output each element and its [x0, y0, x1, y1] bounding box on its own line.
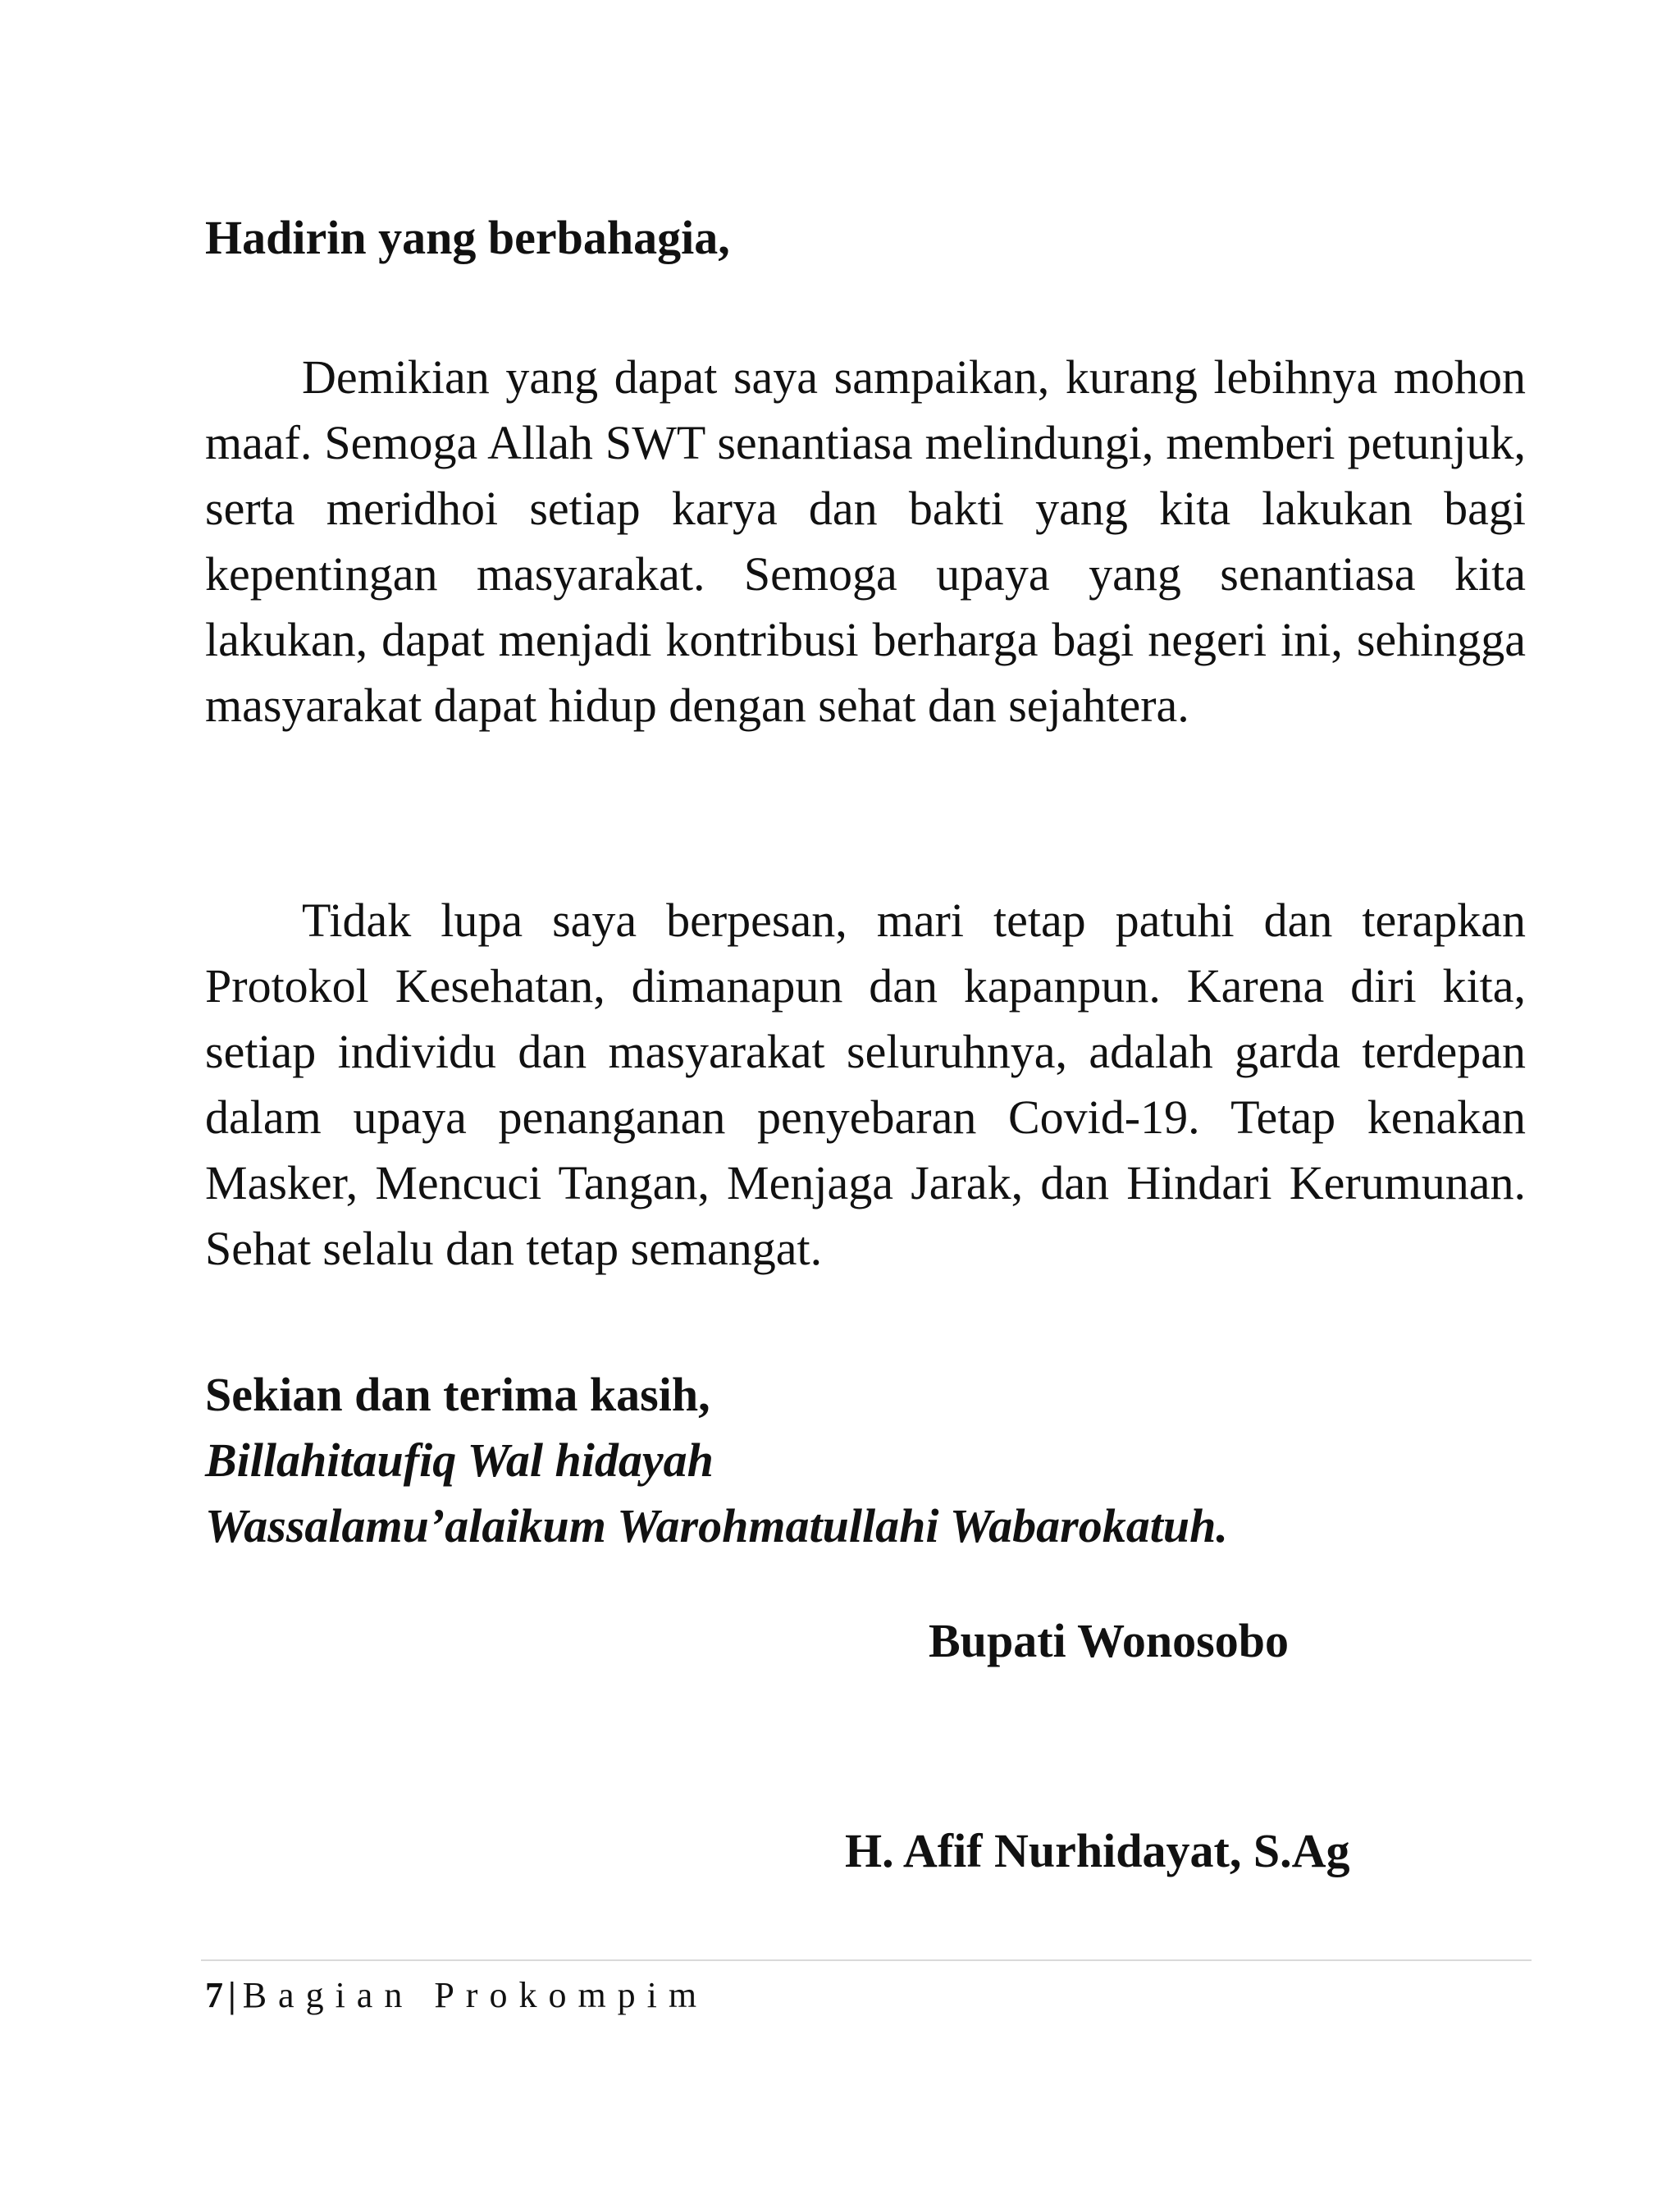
- signature-name: H. Afif Nurhidayat, S.Ag: [845, 1824, 1350, 1877]
- footer-section-label: Bagian Prokompim: [242, 1975, 709, 2015]
- page-number: 7: [205, 1975, 223, 2015]
- closing-thanks: Sekian dan terima kasih,: [205, 1368, 710, 1421]
- footer-separator: |: [228, 1975, 236, 2015]
- closing-prayer: Billahitaufiq Wal hidayah: [205, 1433, 714, 1487]
- body-paragraph-closing-remarks: Demikian yang dapat saya sampaikan, kurang lebihnya mohon maaf. Semoga Allah SWT senantiasa melindungi, memberi petunjuk, serta meridhoi setiap karya dan bakti yang kita lakukan bagi kepentingan masyarakat. Semoga upaya yang senantiasa kita lakukan, dapat menjadi kontribusi berharga bagi negeri ini, sehingga masyarakat dapat hidup dengan sehat dan sejahtera.: [205, 350, 1526, 732]
- closing-block: [205, 1362, 1526, 1559]
- salutation-heading: Hadirin yang berbahagia,: [205, 211, 730, 264]
- page-footer: [205, 1971, 708, 2020]
- closing-greeting: Wassalamu’alaikum Warohmatullahi Wabarokatuh.: [205, 1499, 1228, 1552]
- footer-divider: [201, 1959, 1532, 1961]
- body-paragraph-health-protocol: Tidak lupa saya berpesan, mari tetap patuhi dan terapkan Protokol Kesehatan, dimanapun dan kapanpun. Karena diri kita, setiap individu dan masyarakat seluruhnya, adalah garda terdepan dalam upaya penanganan penyebaran Covid-19. Tetap kenakan Masker, Mencuci Tangan, Menjaga Jarak, dan Hindari Kerumunan. Sehat selalu dan tetap semangat.: [205, 894, 1526, 1275]
- signature-title: Bupati Wonosobo: [929, 1614, 1289, 1667]
